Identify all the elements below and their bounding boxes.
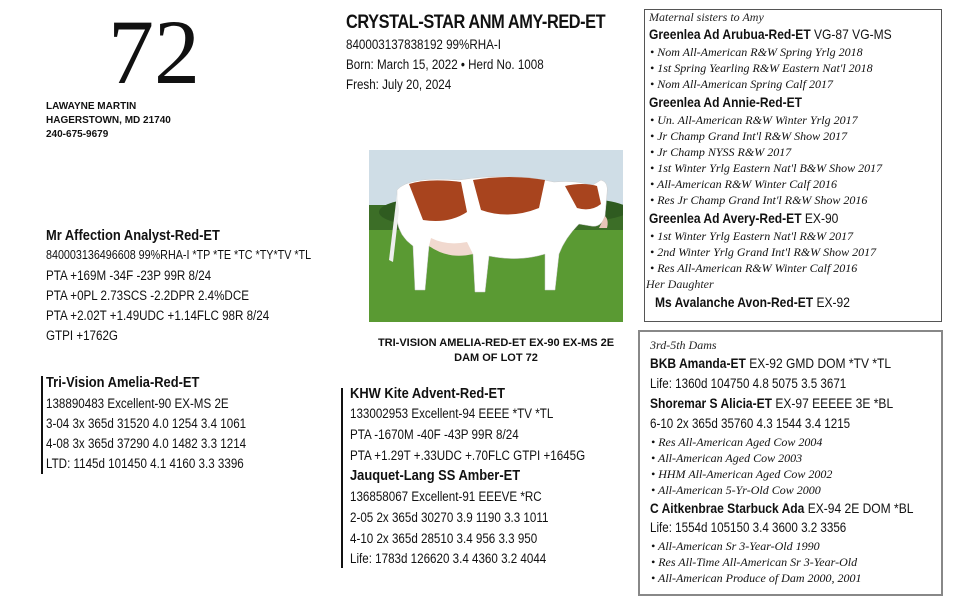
consignor-city: HAGERSTOWN, MD 21740 — [46, 115, 171, 126]
dam-line: 138890483 Excellent-90 EX-MS 2E — [46, 396, 229, 411]
granddam-line: 136858067 Excellent-91 EEEVE *RC — [350, 489, 542, 504]
ancestor-dam-score: EX-97 EEEEE 3E *BL — [771, 395, 894, 411]
mgs-bracket — [341, 388, 343, 568]
consignor-name: LAWAYNE MARTIN — [46, 101, 137, 112]
dam-name: Tri-Vision Amelia-Red-ET — [46, 374, 200, 391]
award-item: • HHM All-American Aged Cow 2002 — [651, 467, 833, 481]
ancestor-dam-name-text: BKB Amanda-ET — [650, 355, 746, 371]
award-item: • 2nd Winter Yrlg Grand Int'l R&W Show 2017 — [650, 245, 877, 259]
sire-line: PTA +169M -34F -23P 99R 8/24 — [46, 268, 212, 283]
dam-photo — [369, 150, 623, 322]
ancestor-dam-name — [650, 355, 891, 371]
ancestor-dam-score: EX-92 GMD DOM *TV *TL — [745, 355, 892, 371]
ancestor-dam-score: EX-94 2E DOM *BL — [804, 500, 914, 516]
mgs-line: PTA +1.29T +.33UDC +.70FLC GTPI +1645G — [350, 448, 586, 463]
animal-registration: 840003137838192 99%RHA-I — [346, 37, 501, 52]
granddam-line: 2-05 2x 365d 30270 3.9 1190 3.3 1011 — [350, 510, 549, 525]
animal-born: Born: March 15, 2022 • Herd No. 1008 — [346, 57, 544, 72]
ancestor-dam-name-text: C Aitkenbrae Starbuck Ada — [650, 500, 805, 516]
award-item: • Nom All-American R&W Spring Yrlg 2018 — [650, 45, 863, 59]
award-item: • Res All-American R&W Winter Calf 2016 — [650, 261, 858, 275]
award-item: • All-American Aged Cow 2003 — [651, 451, 803, 465]
award-item: • 1st Winter Yrlg Eastern Nat'l B&W Show 2017 — [650, 161, 883, 175]
award-item: • All-American Produce of Dam 2000, 2001 — [651, 571, 862, 585]
maternal-sisters-heading: Maternal sisters to Amy — [649, 10, 764, 24]
sister-score: VG-87 VG-MS — [810, 26, 892, 42]
cow-image — [369, 150, 623, 322]
sire-line: GTPI +1762G — [46, 328, 118, 343]
dam-line: LTD: 1145d 101450 4.1 4160 3.3 3396 — [46, 456, 244, 471]
sister-name — [649, 210, 838, 226]
award-item: • Nom All-American Spring Calf 2017 — [650, 77, 833, 91]
sire-name: Mr Affection Analyst-Red-ET — [46, 227, 220, 244]
award-item: • Res All-American Aged Cow 2004 — [651, 435, 823, 449]
award-item: • 1st Winter Yrlg Eastern Nat'l R&W 2017 — [650, 229, 854, 243]
sire-line: PTA +2.02T +1.49UDC +1.14FLC 98R 8/24 — [46, 308, 270, 323]
sire-line: PTA +0PL 2.73SCS -2.2DPR 2.4%DCE — [46, 288, 249, 303]
ancestor-dam-name — [650, 395, 893, 411]
consignor-block — [46, 100, 171, 142]
ancestor-dam-record: Life: 1554d 105150 3.4 3600 3.2 3356 — [650, 520, 847, 535]
daughter-name — [655, 294, 850, 310]
animal-name: CRYSTAL-STAR ANM AMY-RED-ET — [346, 12, 606, 33]
daughter-score: EX-92 — [813, 294, 850, 310]
award-item: • Res Jr Champ Grand Int'l R&W Show 2016 — [650, 193, 868, 207]
daughter-heading: Her Daughter — [646, 277, 714, 291]
award-item: • Res All-Time All-American Sr 3-Year-Old — [651, 555, 858, 569]
granddam-line: 4-10 2x 365d 28510 3.4 956 3.3 950 — [350, 531, 538, 546]
consignor-phone: 240-675-9679 — [46, 129, 109, 140]
sister-name-text: Greenlea Ad Avery-Red-ET — [649, 210, 802, 226]
sister-name — [649, 94, 802, 110]
photo-caption-line1: TRI-VISION AMELIA-RED-ET EX-90 EX-MS 2E — [377, 337, 615, 349]
mgs-line: 133002953 Excellent-94 EEEE *TV *TL — [350, 406, 554, 421]
ancestor-dam-name — [650, 500, 913, 516]
award-item: • Jr Champ Grand Int'l R&W Show 2017 — [650, 129, 848, 143]
dams-3-5-heading: 3rd-5th Dams — [650, 338, 717, 352]
sister-name-text: Greenlea Ad Arubua-Red-ET — [649, 26, 811, 42]
dam-line: 3-04 3x 365d 31520 4.0 1254 3.4 1061 — [46, 416, 247, 431]
award-item: • All-American Sr 3-Year-Old 1990 — [651, 539, 820, 553]
award-item: • 1st Spring Yearling R&W Eastern Nat'l 2018 — [650, 61, 873, 75]
sister-name — [649, 26, 892, 42]
dam-bracket — [41, 376, 43, 474]
ancestor-dam-record: 6-10 2x 365d 35760 4.3 1544 3.4 1215 — [650, 416, 851, 431]
mgs-line: PTA -1670M -40F -43P 99R 8/24 — [350, 427, 519, 442]
daughter-name-text: Ms Avalanche Avon-Red-ET — [655, 294, 814, 310]
award-item: • Un. All-American R&W Winter Yrlg 2017 — [650, 113, 858, 127]
sister-name-text: Greenlea Ad Annie-Red-ET — [649, 94, 802, 110]
animal-fresh: Fresh: July 20, 2024 — [346, 77, 452, 92]
ancestor-dam-name-text: Shoremar S Alicia-ET — [650, 395, 772, 411]
sire-line: 840003136496608 99%RHA-I *TP *TE *TC *TY*TV *TL — [46, 248, 312, 262]
granddam-name: Jauquet-Lang SS Amber-ET — [350, 467, 521, 484]
dam-line: 4-08 3x 365d 37290 4.0 1482 3.3 1214 — [46, 436, 247, 451]
photo-caption-line2: DAM OF LOT 72 — [454, 352, 538, 364]
award-item: • Jr Champ NYSS R&W 2017 — [650, 145, 792, 159]
ancestor-dam-record: Life: 1360d 104750 4.8 5075 3.5 3671 — [650, 376, 847, 391]
lot-number: 72 — [108, 1, 200, 103]
sister-score: EX-90 — [801, 210, 839, 226]
award-item: • All-American 5-Yr-Old Cow 2000 — [651, 483, 821, 497]
award-item: • All-American R&W Winter Calf 2016 — [650, 177, 837, 191]
mgs-name: KHW Kite Advent-Red-ET — [350, 385, 506, 402]
granddam-line: Life: 1783d 126620 3.4 4360 3.2 4044 — [350, 551, 547, 566]
